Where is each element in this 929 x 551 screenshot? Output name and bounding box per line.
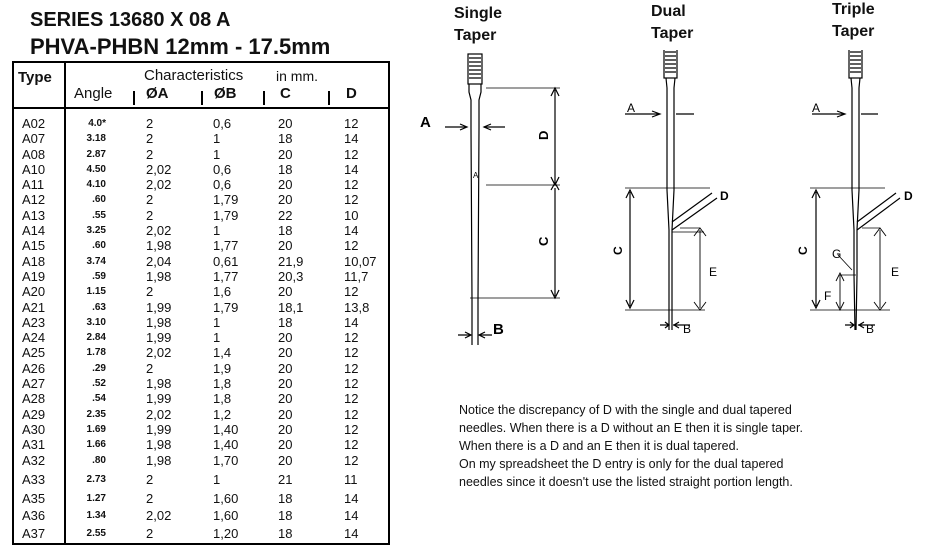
type-cell: A31 xyxy=(22,437,46,453)
angle-header: Angle xyxy=(74,85,113,102)
type-cell: A36 xyxy=(22,508,46,524)
c-cell: 20 xyxy=(278,391,293,407)
d-header: D xyxy=(346,85,357,102)
type-cell: A29 xyxy=(22,406,46,422)
angle-cell: 2.87 xyxy=(86,148,106,160)
diameter-a-cell: 2,02 xyxy=(146,345,172,361)
angle-cell: 2.73 xyxy=(86,473,106,485)
diameter-a-cell: 2 xyxy=(146,471,154,487)
angle-cell: 4.50 xyxy=(86,163,106,175)
diameter-b-cell: 0,6 xyxy=(213,161,232,177)
svg-text:E: E xyxy=(891,265,900,279)
diameter-b-cell: 0,6 xyxy=(213,177,232,193)
triple-taper-heading-line1: Triple xyxy=(832,1,875,18)
type-cell: A12 xyxy=(22,192,46,208)
angle-cell: 4.0* xyxy=(88,118,106,129)
c-cell: 21 xyxy=(278,471,293,487)
type-cell: A11 xyxy=(22,177,45,193)
d-cell: 14 xyxy=(344,314,359,330)
diameter-a-cell: 2 xyxy=(146,491,154,507)
d-column xyxy=(344,116,390,541)
svg-text:E: E xyxy=(709,265,718,279)
diameter-b-cell: 1,77 xyxy=(213,238,239,254)
type-cell: A33 xyxy=(22,471,46,487)
c-cell: 18 xyxy=(278,525,293,541)
type-cell: A14 xyxy=(22,223,46,239)
c-cell: 20 xyxy=(278,238,293,254)
diameter-b-cell: 1,6 xyxy=(213,284,232,300)
d-cell: 12 xyxy=(344,177,359,193)
type-cell: A07 xyxy=(22,131,46,147)
angle-cell: 3.74 xyxy=(86,255,106,267)
diameter-a-cell: 2 xyxy=(146,360,154,376)
svg-text:B: B xyxy=(683,322,692,336)
triple-taper-heading-line2: Taper xyxy=(832,23,875,40)
diameter-b-cell: 1,79 xyxy=(213,207,239,223)
triple-taper-heading xyxy=(832,0,875,43)
header-tick xyxy=(133,91,135,105)
angle-cell: .55 xyxy=(92,209,106,221)
d-cell: 11,7 xyxy=(344,268,369,284)
type-cell: A24 xyxy=(22,330,46,346)
diameter-a-cell: 1,98 xyxy=(146,238,172,254)
svg-text:G: G xyxy=(832,247,842,261)
diameter-b-cell: 0,61 xyxy=(213,253,239,269)
diameter-a-cell: 2 xyxy=(146,207,154,223)
type-cell: A37 xyxy=(22,525,46,541)
series-title: SERIES 13680 X 08 A xyxy=(30,9,231,31)
header-tick xyxy=(201,91,203,105)
c-cell: 18 xyxy=(278,223,293,239)
diameter-a-cell: 1,99 xyxy=(146,299,172,315)
note-line: needles. When there is a D without an E then it is single taper. xyxy=(459,421,803,435)
type-cell: A15 xyxy=(22,238,46,254)
unit-header: in mm. xyxy=(276,68,318,84)
diameter-b-cell: 0,6 xyxy=(213,116,232,131)
type-cell: A28 xyxy=(22,391,46,407)
single-taper-heading-line2: Taper xyxy=(454,27,497,44)
c-cell: 20 xyxy=(278,437,293,453)
c-cell: 20 xyxy=(278,284,293,300)
angle-cell: 2.35 xyxy=(86,408,106,420)
diameter-b-cell: 1,77 xyxy=(213,268,239,284)
svg-text:A: A xyxy=(420,114,431,131)
svg-text:C: C xyxy=(796,246,810,255)
diameter-a-cell: 2,04 xyxy=(146,253,172,269)
triple-taper-diagram xyxy=(796,50,913,336)
c-cell: 20 xyxy=(278,421,293,437)
diameter-a-cell: 1,98 xyxy=(146,376,172,392)
svg-text:D: D xyxy=(904,189,913,203)
c-cell: 20 xyxy=(278,406,293,422)
dual-taper-heading-line1: Dual xyxy=(651,3,686,20)
diameter-a-cell: 1,98 xyxy=(146,437,172,453)
type-cell: A08 xyxy=(22,146,46,162)
angle-cell: 1.15 xyxy=(86,286,106,298)
d-cell: 14 xyxy=(344,491,359,507)
series-subtitle: PHVA-PHBN 12mm - 17.5mm xyxy=(30,34,331,59)
diameter-a-cell: 2,02 xyxy=(146,177,172,193)
c-cell: 18,1 xyxy=(278,299,304,315)
d-cell: 12 xyxy=(344,345,359,361)
diameter-b-column xyxy=(213,116,269,541)
angle-cell: 1.34 xyxy=(86,510,106,522)
svg-text:A: A xyxy=(812,101,821,115)
diameter-b-cell: 1,70 xyxy=(213,452,239,468)
diameter-a-column xyxy=(146,116,202,541)
svg-text:D: D xyxy=(536,130,551,140)
svg-text:A: A xyxy=(627,101,636,115)
diameter-b-cell: 1 xyxy=(213,330,221,346)
type-cell: A19 xyxy=(22,268,46,284)
type-cell: A21 xyxy=(22,299,46,315)
d-cell: 14 xyxy=(344,161,359,177)
angle-cell: .59 xyxy=(92,270,106,282)
single-taper-heading-line1: Single xyxy=(454,5,503,22)
diameter-b-cell: 1,9 xyxy=(213,360,232,376)
table-header xyxy=(14,63,388,109)
header-tick xyxy=(328,91,330,105)
diameter-a-cell: 2,02 xyxy=(146,223,172,239)
diameter-b-cell: 1,60 xyxy=(213,508,239,524)
diameter-b-cell: 1 xyxy=(213,314,221,330)
angle-cell: .63 xyxy=(92,301,106,313)
diameter-b-cell: 1,4 xyxy=(213,345,232,361)
d-cell: 12 xyxy=(344,238,359,254)
type-header: Type xyxy=(18,69,52,86)
dual-taper-heading xyxy=(651,1,693,45)
note-line: needles since it doesn't use the listed straight portion length. xyxy=(459,475,793,489)
svg-text:C: C xyxy=(536,236,551,246)
d-cell: 12 xyxy=(344,192,359,208)
diameter-a-cell: 1,98 xyxy=(146,268,172,284)
svg-text:D: D xyxy=(720,189,729,203)
angle-cell: 2.84 xyxy=(86,332,106,344)
type-cell: A35 xyxy=(22,491,46,507)
d-cell: 12 xyxy=(344,146,359,162)
diameter-a-cell: 2 xyxy=(146,525,154,541)
diameter-a-cell: 1,98 xyxy=(146,314,172,330)
angle-cell: 1.27 xyxy=(86,493,106,505)
header-tick xyxy=(263,91,265,105)
d-cell: 12 xyxy=(344,421,359,437)
angle-cell: .29 xyxy=(92,362,106,374)
svg-text:A: A xyxy=(473,171,479,180)
diameter-b-cell: 1,40 xyxy=(213,421,239,437)
c-cell: 20 xyxy=(278,330,293,346)
d-cell: 12 xyxy=(344,360,359,376)
diameter-b-cell: 1,2 xyxy=(213,406,232,422)
d-cell: 12 xyxy=(344,391,359,407)
c-cell: 20 xyxy=(278,452,293,468)
diameter-a-cell: 2,02 xyxy=(146,508,172,524)
diameter-b-cell: 1 xyxy=(213,471,221,487)
c-cell: 20 xyxy=(278,177,293,193)
angle-cell: .54 xyxy=(92,393,106,405)
diameter-a-header: ØA xyxy=(146,85,169,102)
diameter-a-cell: 1,99 xyxy=(146,391,172,407)
note-line: On my spreadsheet the D entry is only for the dual tapered xyxy=(459,457,784,471)
d-cell: 12 xyxy=(344,284,359,300)
type-cell: A10 xyxy=(22,161,46,177)
c-cell: 20 xyxy=(278,376,293,392)
type-cell: A26 xyxy=(22,360,46,376)
explanation-note xyxy=(459,401,919,491)
d-cell: 10 xyxy=(344,207,359,223)
diameter-a-cell: 2 xyxy=(146,284,154,300)
note-line: Notice the discrepancy of D with the single and dual tapered xyxy=(459,403,792,417)
needle-taper-diagrams xyxy=(400,50,929,360)
diameter-a-cell: 1,99 xyxy=(146,421,172,437)
diameter-a-cell: 2 xyxy=(146,131,154,147)
angle-cell: .60 xyxy=(92,194,106,206)
angle-cell: 3.18 xyxy=(86,133,106,145)
angle-cell: 2.55 xyxy=(86,527,106,539)
d-cell: 12 xyxy=(344,116,359,131)
dual-taper-heading-line2: Taper xyxy=(651,25,694,42)
type-cell: A32 xyxy=(22,452,46,468)
diameter-a-cell: 1,98 xyxy=(146,452,172,468)
svg-text:F: F xyxy=(824,289,832,303)
type-column xyxy=(22,116,62,541)
angle-cell: 3.25 xyxy=(86,225,106,237)
diameter-a-cell: 2,02 xyxy=(146,161,172,177)
angle-cell: 1.69 xyxy=(86,423,106,435)
type-cell: A27 xyxy=(22,376,46,392)
diameter-a-cell: 2 xyxy=(146,192,154,208)
single-taper-heading xyxy=(454,3,502,47)
angle-cell: 1.78 xyxy=(86,347,106,359)
d-cell: 14 xyxy=(344,131,359,147)
angle-cell: 3.10 xyxy=(86,316,106,328)
d-cell: 13,8 xyxy=(344,299,370,315)
diameter-b-cell: 1,40 xyxy=(213,437,239,453)
diameter-b-cell: 1 xyxy=(213,146,221,162)
diameter-a-cell: 2 xyxy=(146,146,154,162)
c-cell: 20 xyxy=(278,192,293,208)
diameter-b-cell: 1 xyxy=(213,223,221,239)
c-cell: 20 xyxy=(278,146,293,162)
c-cell: 21,9 xyxy=(278,253,304,269)
diameter-a-cell: 1,99 xyxy=(146,330,172,346)
type-cell: A02 xyxy=(22,116,46,131)
c-cell: 18 xyxy=(278,161,293,177)
d-cell: 12 xyxy=(344,376,359,392)
diameter-a-cell: 2 xyxy=(146,116,154,131)
dual-taper-diagram xyxy=(611,50,729,336)
angle-cell: .80 xyxy=(92,454,106,466)
type-cell: A30 xyxy=(22,421,46,437)
c-header: C xyxy=(280,85,291,102)
characteristics-header: Characteristics xyxy=(144,67,244,84)
angle-cell: .60 xyxy=(92,240,106,252)
d-cell: 12 xyxy=(344,330,359,346)
type-cell: A25 xyxy=(22,345,46,361)
angle-cell: 4.10 xyxy=(86,179,106,191)
angle-cell: 1.66 xyxy=(86,439,106,451)
c-cell: 20,3 xyxy=(278,268,304,284)
type-cell: A13 xyxy=(22,207,46,223)
diameter-b-cell: 1,8 xyxy=(213,376,232,392)
d-cell: 11 xyxy=(344,471,358,487)
diameter-b-cell: 1,20 xyxy=(213,525,239,541)
angle-cell: .52 xyxy=(92,378,106,390)
diameter-b-cell: 1 xyxy=(213,131,221,147)
d-cell: 14 xyxy=(344,508,359,524)
note-line: When there is a D and an E then it is dual tapered. xyxy=(459,439,740,453)
diameter-b-cell: 1,60 xyxy=(213,491,239,507)
type-cell: A23 xyxy=(22,314,46,330)
c-cell: 20 xyxy=(278,116,293,131)
d-cell: 14 xyxy=(344,525,359,541)
needle-spec-table xyxy=(12,61,390,545)
type-cell: A18 xyxy=(22,253,46,269)
c-cell: 18 xyxy=(278,314,293,330)
type-cell: A20 xyxy=(22,284,46,300)
c-cell: 22 xyxy=(278,207,293,223)
angle-column xyxy=(66,116,106,541)
svg-text:C: C xyxy=(611,246,625,255)
diameter-b-cell: 1,79 xyxy=(213,299,239,315)
diameter-b-cell: 1,8 xyxy=(213,391,232,407)
d-cell: 14 xyxy=(344,223,359,239)
c-cell: 18 xyxy=(278,131,293,147)
svg-text:B: B xyxy=(493,321,504,338)
d-cell: 12 xyxy=(344,452,359,468)
d-cell: 10,07 xyxy=(344,253,377,269)
single-taper-diagram xyxy=(420,54,560,345)
c-column xyxy=(278,116,328,541)
c-cell: 20 xyxy=(278,345,293,361)
diameter-b-header: ØB xyxy=(214,85,237,102)
diameter-b-cell: 1,79 xyxy=(213,192,239,208)
c-cell: 20 xyxy=(278,360,293,376)
c-cell: 18 xyxy=(278,491,293,507)
svg-text:B: B xyxy=(866,322,875,336)
d-cell: 12 xyxy=(344,406,359,422)
d-cell: 12 xyxy=(344,437,359,453)
c-cell: 18 xyxy=(278,508,293,524)
diameter-a-cell: 2,02 xyxy=(146,406,172,422)
